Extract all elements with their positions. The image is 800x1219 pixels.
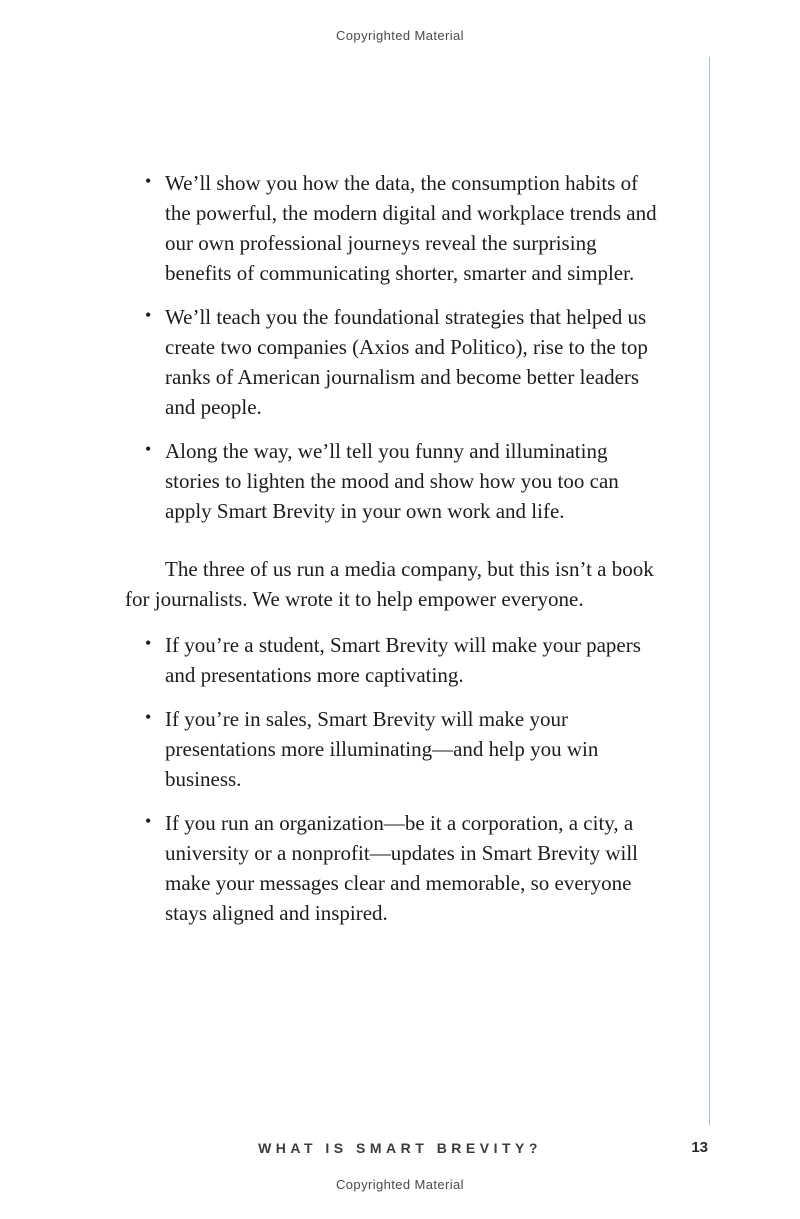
bullet-icon: • — [145, 305, 152, 326]
page-number: 13 — [691, 1139, 708, 1156]
bullet-item — [125, 168, 665, 288]
bullet-icon: • — [145, 633, 152, 654]
bullet-text: We’ll show you how the data, the consumption habits of the powerful, the modern digital and workplace trends and our own professional journeys reveal the surprising benefits of communicating shorter, smarter and simpler. — [165, 171, 657, 286]
copyright-notice-bottom: Copyrighted Material — [336, 1177, 464, 1192]
running-footer-title: WHAT IS SMART BREVITY? — [258, 1140, 542, 1156]
bullet-item — [125, 808, 665, 928]
bullet-list-benefits — [125, 168, 665, 526]
page-body — [125, 168, 665, 942]
bullet-text: If you’re in sales, Smart Brevity will make your presentations more illuminating—and help you win business. — [165, 707, 599, 792]
bullet-item — [125, 630, 665, 690]
bullet-icon: • — [145, 171, 152, 191]
copyright-notice-top: Copyrighted Material — [336, 28, 464, 43]
bullet-item — [125, 704, 665, 794]
page-edge-line — [709, 57, 710, 1125]
bullet-text: We’ll teach you the foundational strategies that helped us create two companies (Axios and Politico), rise to the top ranks of American journalism and become better leaders and people. — [165, 305, 648, 420]
bullet-text: If you run an organization—be it a corporation, a city, a university or a nonprofit—updates in Smart Brevity will make your messages clear and memorable, so everyone stays aligned and inspired. — [165, 811, 639, 926]
bullet-icon: • — [145, 439, 152, 460]
body-paragraph: The three of us run a media company, but this isn’t a book for journalists. We wrote it to help empower everyone. — [125, 557, 654, 612]
bullet-item — [125, 302, 665, 422]
bullet-text: If you’re a student, Smart Brevity will make your papers and presentations more captivating. — [165, 633, 641, 688]
bullet-text: Along the way, we’ll tell you funny and illuminating stories to lighten the mood and show how you too can apply Smart Brevity in your own work and life. — [165, 439, 619, 524]
bullet-item — [125, 436, 665, 526]
bullet-icon: • — [145, 811, 152, 832]
bullet-icon: • — [145, 707, 152, 728]
bullet-list-audiences — [125, 630, 665, 928]
